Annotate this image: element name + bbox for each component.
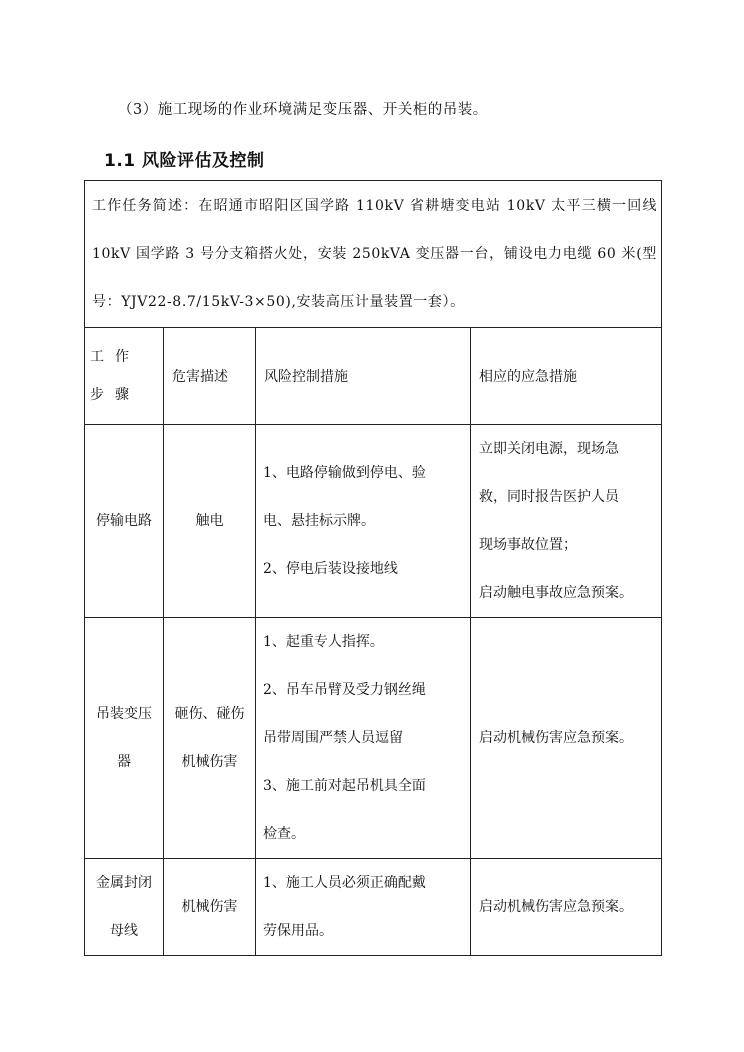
control-line: 吊带周围严禁人员逗留	[263, 730, 403, 746]
row-hazard: 触电	[195, 513, 224, 529]
control-line: 电、悬挂标示牌。	[263, 513, 375, 529]
header-step: 工作步骤	[85, 328, 164, 425]
control-line: 2、吊车吊臂及受力钢丝绳	[263, 682, 426, 698]
emergency-line: 启动机械伤害应急预案。	[479, 899, 633, 915]
row-step-cell	[85, 859, 164, 956]
intro-paragraph: （3）施工现场的作业环境满足变压器、开关柜的吊装。	[118, 102, 488, 118]
emergency-line: 立即关闭电源，现场急	[479, 441, 619, 457]
row-hazard: 砸伤、碰伤机械伤害	[174, 706, 245, 770]
header-emergency: 相应的应急措施	[471, 328, 662, 425]
row-step: 停输电路	[96, 513, 152, 529]
row-control-cell	[256, 859, 471, 956]
task-summary-row	[85, 181, 662, 328]
task-summary: 工作任务简述：在昭通市昭阳区国学路 110kV 省耕塘变电站 10kV 太平三横一回线 10kV 国学路 3 号分支箱搭火处，安装 250kVA 变压器一台，铺设电力电缆 60 米(型号：YJV22-8.7/15kV-3×50),安装高压计量装置一套）。	[92, 198, 658, 310]
row-control-cell	[256, 618, 471, 859]
emergency-line: 启动机械伤害应急预案。	[479, 730, 633, 746]
row-step-cell	[85, 618, 164, 859]
risk-assessment-table	[84, 180, 662, 956]
table-row	[85, 618, 662, 859]
row-hazard: 机械伤害	[181, 899, 238, 915]
task-summary-cell	[85, 181, 662, 328]
emergency-line: 启动触电事故应急预案。	[479, 585, 633, 601]
control-line: 检查。	[263, 826, 305, 842]
control-line: 1、起重专人指挥。	[263, 634, 384, 650]
row-hazard-cell	[164, 859, 256, 956]
table-header-row	[85, 328, 662, 425]
row-emergency-cell	[471, 618, 662, 859]
header-control: 风险控制措施	[256, 328, 471, 425]
row-emergency-cell	[471, 425, 662, 618]
control-line: 1、施工人员必须正确配戴	[263, 875, 426, 891]
row-hazard-cell	[164, 618, 256, 859]
header-hazard: 危害描述	[164, 328, 256, 425]
row-step: 金属封闭母线	[96, 875, 152, 939]
control-line: 劳保用品。	[263, 923, 333, 939]
emergency-line: 现场事故位置；	[479, 537, 577, 553]
row-control-cell	[256, 425, 471, 618]
row-step-cell	[85, 425, 164, 618]
table-row	[85, 859, 662, 956]
section-heading: 1.1 风险评估及控制	[104, 151, 265, 171]
emergency-line: 救，同时报告医护人员	[479, 489, 619, 505]
row-hazard-cell	[164, 425, 256, 618]
control-line: 2、停电后装设接地线	[263, 561, 398, 577]
table-row	[85, 425, 662, 618]
row-emergency-cell	[471, 859, 662, 956]
control-line: 3、施工前对起吊机具全面	[263, 778, 426, 794]
control-line: 1、电路停输做到停电、验	[263, 465, 426, 481]
row-step: 吊装变压器	[96, 706, 152, 770]
